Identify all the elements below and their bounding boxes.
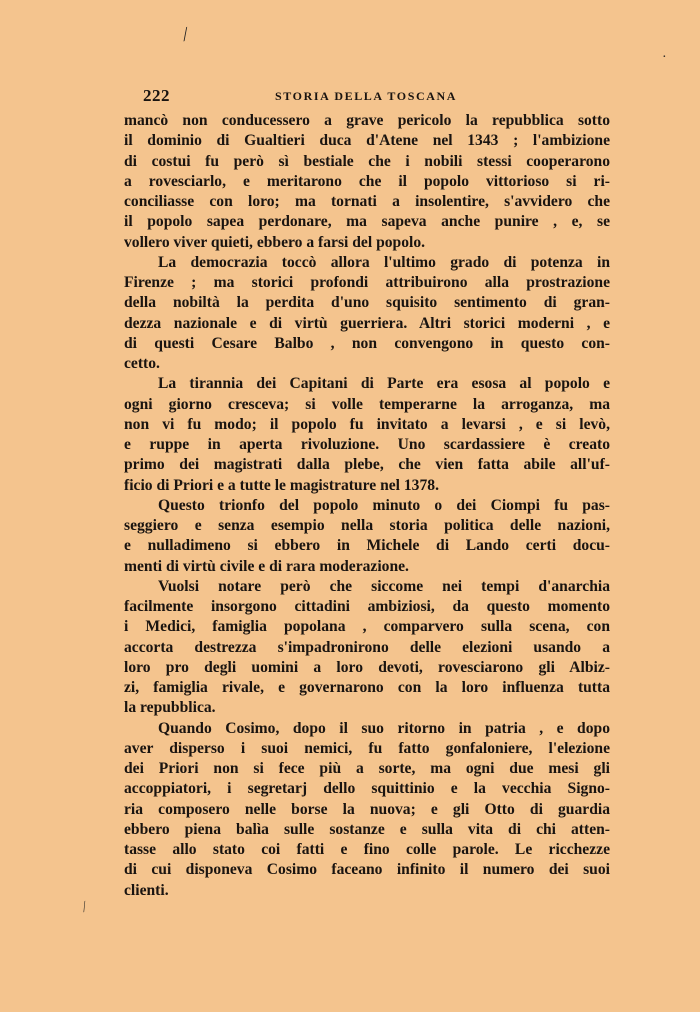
text-line: menti di virtù civile e di rara moderazione. <box>124 557 409 575</box>
text-line: di costui fu però sì bestiale che i nobili stessi cooperarono <box>124 152 610 170</box>
text-line: aver disperso i suoi nemici, fu fatto gonfaloniere, l'elezione <box>124 739 610 757</box>
ink-mark: · <box>662 50 667 65</box>
text-line: dei Priori non si fece più a sorte, ma ogni due mesi gli <box>124 760 610 777</box>
text-line: a rovesciarlo, e meritarono che il popolo vittorioso si ri- <box>124 172 610 190</box>
page-header <box>143 86 608 108</box>
body-text <box>124 111 610 901</box>
text-line: mancò non conducessero a grave pericolo la repubblica sotto <box>124 112 610 129</box>
text-line: Quando Cosimo, dopo il suo ritorno in patria , e dopo <box>158 719 610 737</box>
text-line: La tirannia dei Capitani di Parte era esosa al popolo e <box>158 375 610 393</box>
paragraph <box>124 374 610 496</box>
text-line: e nulladimeno si ebbero in Michele di Lando certi docu- <box>124 537 610 555</box>
text-line: Firenze ; ma storici profondi attribuirono alla prostrazione <box>124 274 610 291</box>
text-line: La democrazia toccò allora l'ultimo grado di potenza in <box>158 253 610 271</box>
paragraph <box>124 719 610 901</box>
text-line: la repubblica. <box>124 699 216 717</box>
text-line: della nobiltà la perdita d'uno squisito sentimento di gran- <box>124 294 610 312</box>
paragraph <box>124 111 610 253</box>
text-line: di cui disponeva Cosimo faceano infinito il numero dei suoi <box>124 861 610 879</box>
text-line: ria composero nelle borse la nuova; e gli Otto di guardia <box>124 800 610 818</box>
ink-mark: ⁄ <box>80 900 90 915</box>
text-line: loro pro degli uomini a loro devoti, rovesciarono gli Albiz- <box>124 658 610 676</box>
text-line: il popolo sapea perdonare, ma sapeva anche punire , e, se <box>124 213 610 231</box>
text-line: cetto. <box>124 355 160 372</box>
text-line: accorta destrezza s'impadronirono delle elezioni usando a <box>124 638 610 656</box>
text-line: ficio di Priori e a tutte le magistrature nel 1378. <box>124 476 439 494</box>
ink-mark: ⁄ <box>179 24 191 44</box>
paragraph <box>124 253 610 375</box>
text-line: Vuolsi notare però che siccome nei tempi d'anarchia <box>158 577 610 595</box>
text-line: vollero viver quieti, ebbero a farsi del popolo. <box>124 233 426 251</box>
text-line: tasse allo stato coi fatti e fino colle parole. Le ricchezze <box>124 841 610 858</box>
text-line: e ruppe in aperta rivoluzione. Uno scardassiere è creato <box>124 436 610 453</box>
text-line: Questo trionfo del popolo minuto o dei Ciompi fu pas- <box>158 496 610 514</box>
text-line: accoppiatori, i segretarj dello squittinio e la vecchia Signo- <box>124 780 610 798</box>
text-line: facilmente insorgono cittadini ambiziosi, da questo momento <box>124 598 610 615</box>
text-line: clienti. <box>124 881 169 899</box>
text-line: zi, famiglia rivale, e governarono con la loro influenza tutta <box>124 679 610 696</box>
text-line: primo dei magistrati dalla plebe, che vien fatta abile all'uf- <box>124 456 610 474</box>
text-line: ogni giorno cresceva; si volle temperarne la arroganza, ma <box>124 395 610 413</box>
text-line: conciliasse con loro; ma tornati a insolentire, s'avvidero che <box>124 193 610 210</box>
text-line: il dominio di Gualtieri duca d'Atene nel 1343 ; l'ambizione <box>124 132 610 150</box>
running-head: STORIA DELLA TOSCANA <box>275 89 458 103</box>
page-number: 222 <box>143 86 170 105</box>
text-line: ebbero piena balìa sulle sostanze e sulla vita di chi atten- <box>124 820 610 838</box>
text-line: i Medici, famiglia popolana , comparvero sulla scena, con <box>124 618 610 636</box>
text-line: dezza nazionale e di virtù guerriera. Altri storici moderni , e <box>124 314 610 332</box>
text-line: non vi fu modo; il popolo fu invitato a levarsi , e si levò, <box>124 415 610 433</box>
text-line: di questi Cesare Balbo , non convengono in questo con- <box>124 334 610 352</box>
text-line: seggiero e senza esempio nella storia politica delle nazioni, <box>124 517 610 534</box>
paragraph <box>124 496 610 577</box>
paragraph <box>124 577 610 719</box>
